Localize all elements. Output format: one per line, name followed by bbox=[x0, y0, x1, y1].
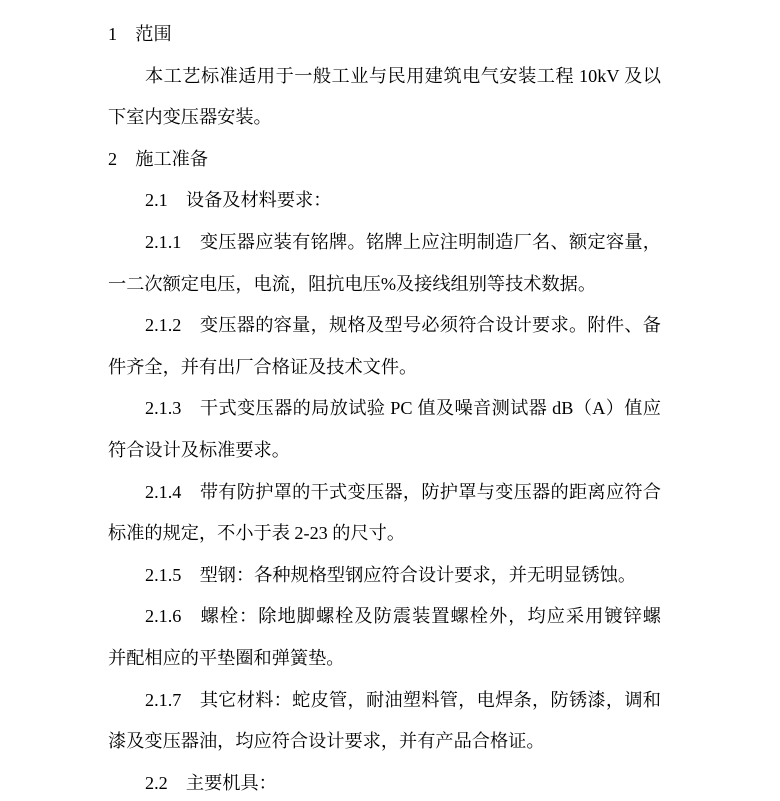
subsection-2-2-heading bbox=[108, 768, 661, 798]
clause-number: 2.1.5 bbox=[145, 564, 182, 585]
subsection-2-2-number: 2.2 bbox=[145, 773, 168, 794]
subsection-2-1-heading bbox=[108, 180, 661, 222]
clause-2-1-3-continuation: 符合设计及标准要求。 bbox=[108, 439, 290, 460]
section-1-body-line: 下室内变压器安装。 bbox=[108, 107, 272, 128]
clause-2-1-4-line bbox=[108, 472, 661, 514]
section-1-body-line: 本工艺标准适用于一般工业与民用建筑电气安装工程 10kV 及以 bbox=[145, 65, 661, 86]
clause-text: 变压器的容量，规格及型号必须符合设计要求。附件、备 bbox=[199, 315, 661, 336]
clause-number: 2.1.4 bbox=[145, 481, 182, 502]
section-2-heading bbox=[108, 139, 661, 181]
clause-2-1-5-line bbox=[108, 555, 661, 597]
clause-number: 2.1.2 bbox=[145, 315, 182, 336]
clause-2-1-6-continuation: 并配相应的平垫圈和弹簧垫。 bbox=[108, 647, 345, 668]
clause-number: 2.1.3 bbox=[145, 398, 182, 419]
clause-text: 型钢：各种规格型钢应符合设计要求，并无明显锈蚀。 bbox=[199, 564, 637, 585]
clause-2-1-3-line bbox=[108, 388, 661, 430]
clause-number: 2.1.6 bbox=[145, 606, 182, 627]
subsection-2-2-title: 主要机具： bbox=[185, 773, 277, 794]
clause-number: 2.1.1 bbox=[145, 231, 182, 252]
subsection-2-1-number: 2.1 bbox=[145, 190, 168, 211]
clause-text: 带有防护罩的干式变压器，防护罩与变压器的距离应符合 bbox=[199, 481, 661, 502]
clause-2-1-1-line bbox=[108, 222, 661, 264]
clause-text: 螺栓：除地脚螺栓及防震装置螺栓外，均应采用镀锌螺 bbox=[199, 606, 661, 627]
document-body bbox=[108, 14, 661, 798]
clause-number: 2.1.7 bbox=[145, 689, 182, 710]
subsection-2-1-title: 设备及材料要求： bbox=[185, 190, 332, 211]
section-2-number: 2 bbox=[108, 148, 118, 169]
clause-2-1-7-continuation: 漆及变压器油，均应符合设计要求，并有产品合格证。 bbox=[108, 731, 545, 752]
clause-text: 变压器应装有铭牌。铭牌上应注明制造厂名、额定容量， bbox=[199, 231, 661, 252]
clause-2-1-2-line bbox=[108, 305, 661, 347]
clause-2-1-6-line bbox=[108, 596, 661, 638]
clause-text: 其它材料：蛇皮管，耐油塑料管，电焊条，防锈漆，调和 bbox=[199, 689, 661, 710]
section-1-number: 1 bbox=[108, 24, 118, 44]
clause-text: 干式变压器的局放试验 PC 值及噪音测试器 dB（A）值应 bbox=[199, 398, 661, 419]
clause-2-1-4-continuation: 标准的规定，不小于表 2-23 的尺寸。 bbox=[108, 523, 406, 544]
clause-2-1-1-continuation: 一二次额定电压，电流，阻抗电压%及接线组别等技术数据。 bbox=[108, 273, 597, 294]
section-1-heading bbox=[108, 14, 661, 56]
section-2-title: 施工准备 bbox=[135, 148, 209, 169]
clause-2-1-2-continuation: 件齐全，并有出厂合格证及技术文件。 bbox=[108, 356, 418, 377]
clause-2-1-7-line bbox=[108, 680, 661, 722]
section-1-title: 范围 bbox=[135, 24, 172, 44]
